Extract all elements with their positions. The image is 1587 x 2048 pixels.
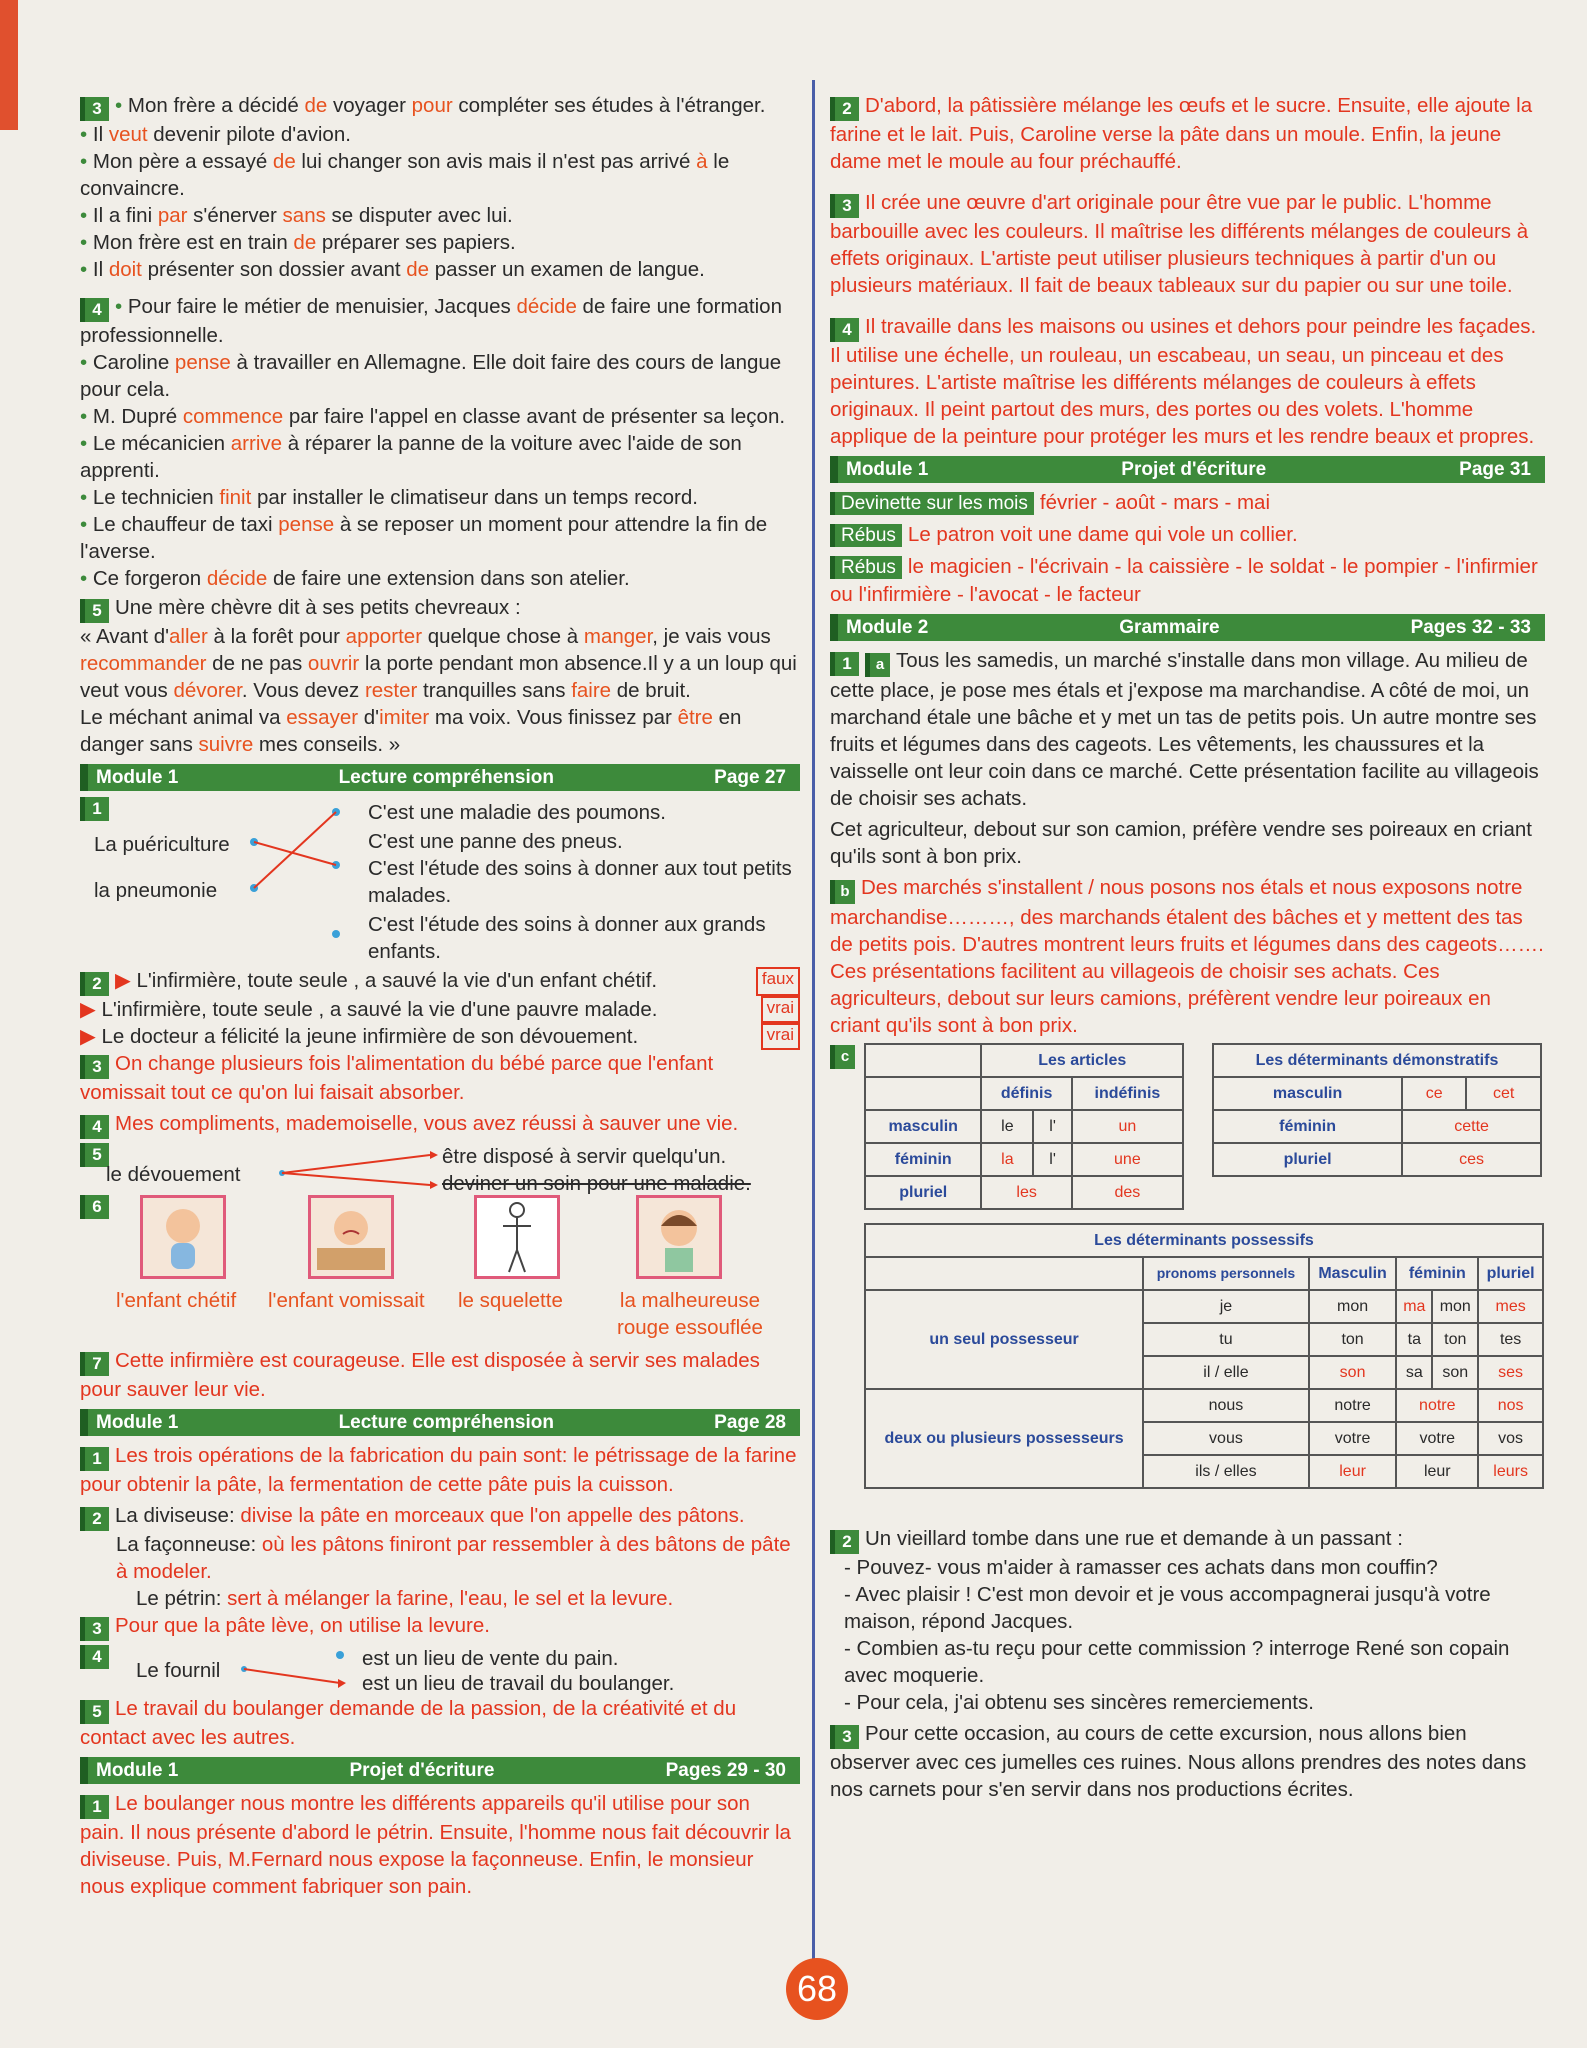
module-title: Lecture compréhension — [338, 767, 554, 788]
p27-exercise-2: 2 ▶ L'infirmière, toute seule , a sauvé la vie d'un enfant chétif. faux ▶ L'infirmière, toute seule , a sauvé la vie d'une pauvre malade. vrai ▶ Le docteur a félicité la jeune infirmière de son dévouement. vrai — [80, 967, 800, 1050]
module-label: Module 1 — [96, 1412, 179, 1433]
highlight-word: finit — [219, 486, 252, 509]
ex4-sentence — [80, 403, 800, 430]
p28-ex3-answer: Pour que la pâte lève, on utilise la levure. — [115, 1614, 490, 1637]
ex5-text — [80, 623, 800, 704]
rebus-answer-2: le magicien - l'écrivain - la caissière - le soldat - le pompier - l'infirmier ou l'infirmière - l'avocat - le facteur — [830, 555, 1538, 606]
caption-3: le squelette — [458, 1289, 563, 1312]
module-header-p27 — [80, 764, 800, 791]
module-page: Pages 32 - 33 — [1410, 617, 1531, 638]
highlight-word: commence — [182, 405, 284, 428]
plain-text: Le mécanicien — [92, 432, 231, 455]
right-column: 2 D'abord, la pâtissière mélange les œufs et le sucre. Ensuite, elle ajoute la farine et le lait. Puis, Caroline verse la pâte dans un moule. Enfin, la jeune dame met le moule au four préchauffé. 3 Il crée une œuvre d'art originale pour être vue par le public. L'homme barbouille avec les couleurs. Il maîtrise les différents mélanges de couleurs à effets originaux. L'artiste peut utiliser plusieurs techniques à partir d'un ou plusieurs matériaux. Il fait de beaux tableaux sur du papier ou sur une toile. 4 Il travaille dans les maisons ou usines et dehors pour peindre les façades. Il utilise une échelle, un rouleau, un escabeau, un seau, un pinceau et des peintures. L'artiste maîtrise les différents mélanges de couleurs à effets originaux. Il peint partout des murs, des portes ou des volets. L'homme applique de la peinture pour protéger les murs et les rendre beaux et propres. Module 1 Projet d'écriture Page 31 Devinette sur les mois février - août - mars - mai Rébus Le patron voit une dame qui vole un collier. Rébus le magicien - l'écrivain - la caissière - le soldat - le pompier - l'infirmier ou l'infirmière - l'avocat - le facteur Module 2 Grammaire Pages 32 - 33 1 a Tous les samedis, un marché s'installe dans mon village. Au milieu de cette place, je pose mes étals et j'expose ma marchandise. A côté de moi, un marchand étale une bâche et y met un tas de petits pois. Un autre montre ses fruits et légumes dans des cageots. Les vêtements, les chaussures et la vaisselle ont leur coin dans ce marché. Cette présentation facilite au villageois de choisir ses achats. Cet agriculteur, debout sur son camion, préfère vendre ses poireaux en criant qu'ils sont à bon prix. b Des marchés s'installent / nous posons nos étals et nous exposons notre marchandise………, des marchands étalent des bâches et y mettent des tas de petits pois. D'autres montrent leurs fruits et légumes dans des cageots……. Ces présentations facilitent au villageois de choisir ses achats. Ces agriculteurs, debout sur leurs camions, préfèrent vendre leur poireaux en criant qu'ils sont à bon prix. c Les articles définis indéfinis masculin le l' un féminin la l' une pluriel les des Les déterminants démonstratifs masculin ce cet féminin cette pluriel ces Les déterminants possessifs pronoms personnels Masculin féminin pluriel un seul possesseur je mon ma mon mes tu ton ta ton tes il / elle son sa son ses deux ou plusieurs possesseurs nous notre notre nos vous votre votre vos ils / elles leur leur leurs 2 Un vieillard tombe dans une rue et demande à un passant : - Pouvez- vous m'aider à ramasser ces achats dans mon couffin? - Avec plaisir ! C'est mon devoir et je vous accompagnerai jusqu'à votre maison, répond Jacques. - Combien as-tu reçu pour cette commission ? interroge René son copain avec moquerie. - Pour cela, j'ai obtenu ses sincères remerciements. 3 Pour cette occasion, au cours de cette excursion, nous allons bien observer avec ces jumelles ces ruines. Nous allons prendres des notes dans nos carnets pour s'en servir dans nos productions écrites. — [830, 94, 1544, 1801]
plain-text: en danger sans — [80, 706, 742, 756]
p29-ex3-answer: Il crée une œuvre d'art originale pour être vue par le public. L'homme barbouille avec les couleurs. Il maîtrise les différents mélanges de couleurs à effets originaux. L'artiste peut utiliser plusieurs techniques à partir d'un ou plusieurs matériaux. Il fait de beaux tableaux sur du papier ou sur une toile. — [830, 191, 1529, 297]
plain-text: Pour faire le métier de menuisier, Jacques — [127, 295, 517, 318]
crying-baby-illustration — [308, 1195, 394, 1279]
fournil-def-1: est un lieu de vente du pain. — [362, 1647, 619, 1670]
ex5-word: le dévouement — [106, 1163, 241, 1186]
poss-cell: ta — [1396, 1323, 1432, 1356]
dem-cell: cet — [1466, 1077, 1541, 1110]
highlight-word: être — [677, 706, 713, 729]
module-header-p32-33 — [830, 614, 1545, 641]
bullet: • — [80, 231, 93, 254]
p27-exercise-5: 5 le dévouement être disposé à servir quelqu'un. deviner un soin pour une maladie. — [80, 1143, 800, 1195]
plain-text: Le chauffeur de taxi — [92, 513, 279, 536]
art-cell: les — [981, 1176, 1071, 1209]
p27-exercise-6: 6 l'enfant chétif l'enfant vomissait le squelette la malheureuse rouge essouflée — [80, 1195, 800, 1347]
poss-cell: ses — [1478, 1356, 1543, 1389]
plain-text: de faire une formation professionnelle. — [80, 295, 782, 347]
plain-text: par installer le climatiseur dans un temps record. — [251, 486, 698, 509]
grammar-1a-text: Tous les samedis, un marché s'installe dans mon village. Au milieu de cette place, je pose mes étals et j'expose ma marchandise. A côté de moi, un marchand étale une bâche et y met un tas de petits pois. Un autre montre ses fruits et légumes dans des cageots. Les vêtements, les chaussures et la vaisselle ont leur coin dans ce marché. Cette présentation facilite au villageois de choisir ses achats. — [830, 649, 1539, 810]
poss-cell: son — [1309, 1356, 1397, 1389]
p28-exercise-2: 2 La diviseuse: divise la pâte en morceaux que l'on appelle des pâtons. La façonneuse: où les pâtons finiront par ressembler à des bâtons de pâte à modeler. Le pétrin: sert à mélanger la farine, l'eau, le sel et la levure. — [80, 1502, 800, 1612]
module-title: Projet d'écriture — [349, 1760, 495, 1781]
poss-cell: son — [1432, 1356, 1478, 1389]
baby-illustration — [140, 1195, 226, 1279]
dialogue-line: - Pour cela, j'ai obtenu ses sincères remerciements. — [844, 1691, 1314, 1714]
plain-text: quelque chose à — [422, 625, 584, 648]
dem-cell: ce — [1402, 1077, 1466, 1110]
poss-cell: notre — [1396, 1389, 1478, 1422]
tf-statement-2: L'infirmière, toute seule , a sauvé la vie d'une pauvre malade. — [101, 998, 658, 1021]
highlight-word: faire — [571, 679, 612, 702]
machine-label-1: La diviseuse: — [115, 1504, 241, 1527]
highlight-word: manger — [583, 625, 653, 648]
plain-text: à se reposer un moment pour attendre la fin de l'averse. — [80, 513, 768, 563]
poss-pronoun: vous — [1143, 1422, 1309, 1455]
p28-ex5-answer: Le travail du boulanger demande de la passion, de la créativité et du contact avec les autres. — [80, 1697, 737, 1749]
module-header-p31 — [830, 456, 1545, 483]
match-left-1: La puériculture — [94, 833, 230, 856]
art-label: pluriel — [865, 1176, 981, 1209]
grammar-exercise-2: 2 Un vieillard tombe dans une rue et demande à un passant : - Pouvez- vous m'aider à ramasser ces achats dans mon couffin? - Avec plaisir ! C'est mon devoir et je vous accompagnerai jusqu'à votre maison, répond Jacques. - Combien as-tu reçu pour cette commission ? interroge René son copain avec moquerie. - Pour cela, j'ai obtenu ses sincères remerciements. — [830, 1525, 1545, 1716]
demonstratifs-title: Les déterminants démonstratifs — [1213, 1044, 1541, 1077]
dialogue-line: - Pouvez- vous m'aider à ramasser ces achats dans mon couffin? — [844, 1556, 1438, 1579]
demonstratifs-table — [1212, 1043, 1542, 1177]
p27-ex4-answer: Mes compliments, mademoiselle, vous avez réussi à sauver une vie. — [115, 1112, 739, 1135]
plain-text: Il — [92, 258, 109, 281]
dialogue-line: Un vieillard tombe dans une rue et demande à un passant : — [865, 1527, 1403, 1550]
plain-text: la porte pendant mon absence.Il y a un loup qui veut vous — [80, 652, 797, 702]
devinette-answer: février - août - mars - mai — [1039, 491, 1271, 514]
art-cell: des — [1072, 1176, 1183, 1209]
skeleton-illustration — [474, 1195, 560, 1279]
machine-text-3: sert à mélanger la farine, l'eau, le sel et la levure. — [227, 1587, 674, 1610]
highlight-word: décide — [516, 295, 577, 318]
bullet: • — [80, 486, 93, 509]
poss-h-pronoms: pronoms personnels — [1143, 1257, 1309, 1290]
module-label: Module 1 — [846, 459, 929, 480]
plain-text: de ne pas — [206, 652, 308, 675]
plain-text: s'énerver — [187, 204, 283, 227]
p29-ex2-answer: D'abord, la pâtissière mélange les œufs et le sucre. Ensuite, elle ajoute la farine et le lait. Puis, Caroline verse la pâte dans un moule. Enfin, la jeune dame met le moule au four préchauffé. — [830, 94, 1533, 173]
dem-label: pluriel — [1213, 1143, 1402, 1176]
machine-label-3: Le pétrin: — [136, 1587, 228, 1610]
bullet: • — [115, 295, 128, 318]
highlight-word: essayer — [286, 706, 359, 729]
plain-text: Mon frère a décidé — [127, 94, 305, 117]
rebus-tag-2: Rébus — [830, 556, 902, 579]
art-cell: l' — [1033, 1110, 1071, 1143]
bullet: • — [80, 567, 93, 590]
fournil-lines — [240, 1645, 350, 1695]
tf-answer-1: faux — [756, 967, 800, 996]
plain-text: M. Dupré — [92, 405, 183, 428]
plain-text: devenir pilote d'avion. — [147, 123, 351, 146]
poss-cell: ton — [1432, 1323, 1478, 1356]
p29-ex4-answer: Il travaille dans les maisons ou usines et dehors pour peindre les façades. Il utilise une échelle, un rouleau, un escabeau, un seau, un pinceau et des peintures. L'artiste maîtrise les différents mélanges de couleurs à effets originaux. Il peint partout des murs, des portes ou des volets. L'homme applique de la peinture pour protéger les murs et les rendre beaux et propres. — [830, 315, 1537, 448]
plain-text: à travailler en Allemagne. Elle doit faire des cours de langue pour cela. — [80, 351, 782, 401]
highlight-word: rester — [364, 679, 418, 702]
highlight-word: décide — [206, 567, 268, 590]
bullet: • — [80, 258, 93, 281]
poss-cell: leur — [1309, 1455, 1397, 1488]
caption-1: l'enfant chétif — [116, 1289, 237, 1312]
poss-cell: sa — [1396, 1356, 1432, 1389]
highlight-word: suivre — [198, 733, 254, 756]
poss-cell: leurs — [1478, 1455, 1543, 1488]
ex4-sentence — [80, 349, 800, 403]
plain-text: de faire une extension dans son atelier. — [267, 567, 630, 590]
ex3-sentence — [80, 121, 800, 148]
plain-text: tranquilles sans — [417, 679, 572, 702]
poss-cell: mon — [1432, 1290, 1478, 1323]
art-cell: l' — [1033, 1143, 1071, 1176]
plain-text: par faire l'appel en classe avant de présenter sa leçon. — [283, 405, 786, 428]
highlight-word: de — [293, 231, 317, 254]
module-page: Page 27 — [714, 767, 786, 788]
art-label: masculin — [865, 1110, 981, 1143]
dem-cell: cette — [1402, 1110, 1541, 1143]
highlight-word: pour — [411, 94, 453, 117]
module-header-p28 — [80, 1409, 800, 1436]
poss-pronoun: tu — [1143, 1323, 1309, 1356]
highlight-word: imiter — [379, 706, 430, 729]
art-cell: un — [1072, 1110, 1183, 1143]
match-right-1: C'est une maladie des poumons. — [368, 801, 666, 824]
poss-cell: vos — [1478, 1422, 1543, 1455]
sick-girl-illustration — [636, 1195, 722, 1279]
rebus-tag-1: Rébus — [830, 524, 902, 547]
p28-exercise-4: 4 Le fournil est un lieu de vente du pain. est un lieu de travail du boulanger. — [80, 1645, 800, 1695]
grammar-1a-text2: Cet agriculteur, debout sur son camion, préfère vendre ses poireaux en criant qu'ils sont à bon prix. — [830, 818, 1532, 868]
module-title: Projet d'écriture — [1121, 459, 1267, 480]
poss-cell: votre — [1309, 1422, 1397, 1455]
caption-2: l'enfant vomissait — [268, 1289, 425, 1312]
ex5-def-1: être disposé à servir quelqu'un. — [442, 1145, 727, 1168]
plain-text: . Vous devez — [241, 679, 365, 702]
highlight-word: pense — [174, 351, 231, 374]
art-cell: une — [1072, 1143, 1183, 1176]
left-column: 3 • Mon frère a décidé de voyager pour compléter ses études à l'étranger. • Il veut devenir pilote d'avion. • Mon père a essayé de lui changer son avis mais il n'est pas arrivé à le convaincre. • Il a fini par s'énerver sans se disputer avec lui. • Mon frère est en train de préparer ses papiers. • Il doit présenter son dossier avant de passer un examen de langue. 4 • Pour faire le métier de menuisier, Jacques décide de faire une formation professionnelle. • Caroline pense à travailler en Allemagne. Elle doit faire des cours de langue pour cela. • M. Dupré commence par faire l'appel en classe avant de présenter sa leçon. • Le mécanicien arrive à réparer la panne de la voiture avec l'aide de son apprenti. • Le technicien finit par installer le climatiseur dans un temps record. • Le chauffeur de taxi pense à se reposer un moment pour attendre la fin de l'averse. • Ce forgeron décide de faire une extension dans son atelier. 5 Une mère chèvre dit à ses petits chevreaux : « Avant d'aller à la forêt pour apporter quelque chose à manger, je vais vous recommander de ne pas ouvrir la porte pendant mon absence.Il y a un loup qui veut vous dévorer. Vous devez rester tranquilles sans faire de bruit. Le méchant animal va essayer d'imiter ma voix. Vous finissez par être en danger sans suivre mes conseils. » Module 1 Lecture compréhension Page 27 1 La puériculture la pneumonie C'est une maladie des poumons. C'est une panne des pneus. C'est l'étude des soins à donner aux tout petits malades. C'est l'étude des soins à donner aux grands enfants. 2 ▶ L'infirmière, toute seule , a sauvé la vie d'un enfant chétif. faux ▶ L'infirmière, toute seule , a sauvé la vie d'une pauvre malade. vrai ▶ Le docteur a félicité la jeune infirmière de son dévouement. vrai 3 On change plusieurs fois l'alimentation du bébé parce que l'enfant vomissait tout ce qu'on lui faisait absorber. 4 Mes compliments, mademoiselle, vous avez réussi à sauver une vie. 5 le dévouement être disposé à servir quelqu'un. deviner un soin pour une maladie. 6 l'enfant chétif l'enfant vomissait le squelette la malheureuse rouge essouflée 7 Cette infirmière est courageuse. Elle est disposée à servir ses malades pour sauver leur vie. Module 1 Lecture compréhension Page 28 1 Les trois opérations de la fabrication du pain sont: le pétrissage de la farine pour obtenir la pâte, la fermentation de cette pâte puis la cuisson. 2 La diviseuse: divise la pâte en morceaux que l'on appelle des pâtons. La façonneuse: où les pâtons finiront par ressembler à des bâtons de pâte à modeler. Le pétrin: sert à mélanger la farine, l'eau, le sel et la levure. 3 Pour que la pâte lève, on utilise la levure. 4 Le fournil est un lieu de vente du pain. est un lieu de travail du boulanger. 5 Le travail du boulanger demande de la passion, de la créativité et du contact avec les autres. Module 1 Projet d'écriture Pages 29 - 30 1 Le boulanger nous montre les différents appareils qu'il utilise pour son pain. Il nous présente d'abord le pétrin. Ensuite, l'homme nous fait découvrir la diviseuse. Puis, M.Fernard nous expose la façonneuse. Enfin, le monsieur nous explique comment fabriquer son pain. — [80, 92, 800, 1904]
dem-cell: ces — [1402, 1143, 1541, 1176]
plain-text: compléter ses études à l'étranger. — [452, 94, 766, 117]
art-cell: la — [981, 1143, 1033, 1176]
bullet: • — [80, 405, 93, 428]
bullet: • — [80, 432, 93, 455]
highlight-word: ouvrir — [307, 652, 360, 675]
poss-cell: mes — [1478, 1290, 1543, 1323]
highlight-word: veut — [108, 123, 148, 146]
rebus-answer-1: Le patron voit une dame qui vole un collier. — [907, 523, 1298, 546]
p27-ex7-answer: Cette infirmière est courageuse. Elle est disposée à servir ses malades pour sauver leur vie. — [80, 1349, 760, 1401]
ex4-sentence — [80, 511, 800, 565]
fournil-def-2: est un lieu de travail du boulanger. — [362, 1672, 675, 1695]
poss-cell: leur — [1396, 1455, 1478, 1488]
plain-text: de bruit. — [611, 679, 691, 702]
match-right-4: C'est l'étude des soins à donner aux grands enfants. — [368, 913, 766, 963]
highlight-word: de — [272, 150, 296, 173]
highlight-word: doit — [108, 258, 142, 281]
module-label: Module 2 — [846, 617, 929, 638]
machine-label-2: La façonneuse: — [116, 1533, 262, 1556]
match-right-2: C'est une panne des pneus. — [368, 830, 623, 853]
plain-text: se disputer avec lui. — [325, 204, 513, 227]
plain-text: Il a fini — [92, 204, 158, 227]
plain-text: à la forêt pour — [207, 625, 346, 648]
poss-pronoun: ils / elles — [1143, 1455, 1309, 1488]
module-page: Page 28 — [714, 1412, 786, 1433]
caption-4: la malheureuse rouge essouflée — [617, 1289, 763, 1339]
highlight-word: aller — [169, 625, 208, 648]
ex5-match-lines — [278, 1143, 438, 1195]
bullet: • — [80, 513, 93, 536]
devinette-tag: Devinette sur les mois — [830, 492, 1034, 515]
plain-text: d' — [358, 706, 380, 729]
plain-text: Le méchant animal va — [80, 706, 287, 729]
highlight-word: pense — [278, 513, 335, 536]
art-cell: le — [981, 1110, 1033, 1143]
highlight-word: dévorer — [173, 679, 242, 702]
exercise-3: 3 • Mon frère a décidé de voyager pour compléter ses études à l'étranger. • Il veut devenir pilote d'avion. • Mon père a essayé de lui changer son avis mais il n'est pas arrivé à le convaincre. • Il a fini par s'énerver sans se disputer avec lui. • Mon frère est en train de préparer ses papiers. • Il doit présenter son dossier avant de passer un examen de langue. — [80, 92, 800, 283]
page-edge-mark — [0, 0, 18, 130]
poss-pronoun: il / elle — [1143, 1356, 1309, 1389]
p27-exercise-1: 1 La puériculture la pneumonie C'est une maladie des poumons. C'est une panne des pneus. C'est l'étude des soins à donner aux tout petits malades. C'est l'étude des soins à donner aux grands enfants. — [80, 797, 800, 967]
articles-title: Les articles — [981, 1044, 1183, 1077]
poss-h-fem: féminin — [1396, 1257, 1478, 1290]
ex3-sentence — [80, 148, 800, 202]
grammar-ex3-text: Pour cette occasion, au cours de cette excursion, nous allons bien observer avec ces jumelles ces ruines. Nous allons prendres des notes dans nos carnets pour s'en servir dans nos productions écrites. — [830, 1722, 1527, 1801]
ex3-sentence — [80, 229, 800, 256]
dem-label: féminin — [1213, 1110, 1402, 1143]
exercise-5: 5 Une mère chèvre dit à ses petits chevreaux : « Avant d'aller à la forêt pour apporter quelque chose à manger, je vais vous recommander de ne pas ouvrir la porte pendant mon absence.Il y a un loup qui veut vous dévorer. Vous devez rester tranquilles sans faire de bruit. Le méchant animal va essayer d'imiter ma voix. Vous finissez par être en danger sans suivre mes conseils. » — [80, 594, 800, 758]
tf-statement-3: Le docteur a félicité la jeune infirmière de son dévouement. — [101, 1025, 639, 1048]
highlight-word: de — [304, 94, 328, 117]
plain-text: Il — [92, 123, 109, 146]
poss-cell: mon — [1309, 1290, 1397, 1323]
poss-group-2: deux ou plusieurs possesseurs — [865, 1389, 1143, 1488]
highlight-word: par — [157, 204, 188, 227]
possessifs-title: Les déterminants possessifs — [865, 1224, 1543, 1257]
articles-h-definis: définis — [981, 1077, 1071, 1110]
module-title: Lecture compréhension — [338, 1412, 554, 1433]
bullet: • — [80, 204, 93, 227]
tf-answer-3: vrai — [761, 1023, 800, 1050]
art-label: féminin — [865, 1143, 981, 1176]
grammar-1b-answer: Des marchés s'installent / nous posons nos étals et nous exposons notre marchandise………, des marchands étalent des bâches et y mettent des tas de petits pois. D'autres montrent leurs fruits et légumes dans des cageots……. Ces présentations facilitent au villageois de choisir ses achats. Ces agriculteurs, debout sur leurs camions, préfèrent vendre leur poireaux en criant qu'ils sont à bon prix. — [830, 876, 1544, 1037]
poss-group-1: un seul possesseur — [865, 1290, 1143, 1389]
grammar-1c-tables: c Les articles définis indéfinis masculin le l' un féminin la l' une pluriel les des Les déterminants démonstratifs masculin ce cet féminin cette pluriel ces Les déterminants possessifs pronoms personnels Masculin féminin pluriel un seul possesseur je mon ma mon mes tu ton ta ton tes il / elle son sa son ses deux ou plusieurs possesseurs nous notre notre nos vous votre votre vos ils / elles leur leur leurs — [830, 1043, 1545, 1525]
dem-label: masculin — [1213, 1077, 1402, 1110]
plain-text: à réparer la panne de la voiture avec l'aide de son apprenti. — [80, 432, 742, 482]
module-header-p29-30 — [80, 1757, 800, 1784]
p27-ex3-answer: On change plusieurs fois l'alimentation du bébé parce que l'enfant vomissait tout ce qu'on lui faisait absorber. — [80, 1052, 714, 1104]
plain-text: ma voix. Vous finissez par — [429, 706, 678, 729]
ex3-sentence — [80, 256, 800, 283]
poss-cell: votre — [1396, 1422, 1478, 1455]
poss-pronoun: nous — [1143, 1389, 1309, 1422]
plain-text: Mon frère est en train — [92, 231, 294, 254]
plain-text: Le technicien — [92, 486, 220, 509]
possessifs-table — [864, 1223, 1544, 1489]
poss-cell: notre — [1309, 1389, 1397, 1422]
poss-pronoun: je — [1143, 1290, 1309, 1323]
bullet: • — [80, 351, 93, 374]
match-left-2: la pneumonie — [94, 879, 218, 902]
bullet: • — [80, 150, 93, 173]
bullet: • — [115, 94, 128, 117]
plain-text: mes conseils. » — [253, 733, 401, 756]
tf-statement-1: L'infirmière, toute seule , a sauvé la vie d'un enfant chétif. — [136, 969, 658, 992]
module-label: Module 1 — [96, 767, 179, 788]
plain-text: Ce forgeron — [92, 567, 207, 590]
poss-cell: nos — [1478, 1389, 1543, 1422]
plain-text: passer un examen de langue. — [429, 258, 705, 281]
plain-text: le convaincre. — [80, 150, 730, 200]
articles-table — [864, 1043, 1184, 1210]
dialogue-line: - Avec plaisir ! C'est mon devoir et je vous accompagnerai jusqu'à votre maison, répond Jacques. — [844, 1583, 1491, 1633]
plain-text: Caroline — [92, 351, 175, 374]
ex5-text2 — [80, 704, 800, 758]
module-label: Module 1 — [96, 1760, 179, 1781]
bullet: • — [80, 123, 93, 146]
poss-h-masc: Masculin — [1309, 1257, 1397, 1290]
exercise-4: 4 • Pour faire le métier de menuisier, Jacques décide de faire une formation professionnelle. • Caroline pense à travailler en Allemagne. Elle doit faire des cours de langue pour cela. • M. Dupré commence par faire l'appel en classe avant de présenter sa leçon. • Le mécanicien arrive à réparer la panne de la voiture avec l'aide de son apprenti. • Le technicien finit par installer le climatiseur dans un temps record. • Le chauffeur de taxi pense à se reposer un moment pour attendre la fin de l'averse. • Ce forgeron décide de faire une extension dans son atelier. — [80, 293, 800, 592]
p28-ex1-answer: Les trois opérations de la fabrication du pain sont: le pétrissage de la farine pour obtenir la pâte, la fermentation de cette pâte puis la cuisson. — [80, 1444, 797, 1496]
plain-text: voyager — [327, 94, 412, 117]
poss-h-plur: pluriel — [1478, 1257, 1543, 1290]
machine-text-2: où les pâtons finiront par ressembler à des bâtons de pâte à modeler. — [116, 1533, 791, 1583]
highlight-word: recommander — [80, 652, 207, 675]
fournil-word: Le fournil — [136, 1659, 221, 1682]
tf-answer-2: vrai — [761, 996, 800, 1023]
match-right-3: C'est l'étude des soins à donner aux tout petits malades. — [368, 857, 792, 907]
plain-text: préparer ses papiers. — [316, 231, 516, 254]
highlight-word: de — [406, 258, 430, 281]
poss-cell: tes — [1478, 1323, 1543, 1356]
machine-text-1: divise la pâte en morceaux que l'on appelle des pâtons. — [240, 1504, 745, 1527]
page-number: 68 — [786, 1958, 848, 2020]
module-title: Grammaire — [1119, 617, 1220, 638]
ex3-sentence — [80, 202, 800, 229]
poss-cell: ton — [1309, 1323, 1397, 1356]
poss-cell: ma — [1396, 1290, 1432, 1323]
module-page: Pages 29 - 30 — [665, 1760, 786, 1781]
match-lines — [250, 797, 350, 967]
ex4-sentence — [80, 430, 800, 484]
plain-text: , je vais vous — [652, 625, 771, 648]
plain-text: lui changer son avis mais il n'est pas arrivé — [295, 150, 697, 173]
ex5-intro: Une mère chèvre dit à ses petits chevreaux : — [115, 596, 521, 619]
module-page: Page 31 — [1459, 459, 1531, 480]
ex4-sentence — [80, 565, 800, 592]
ex5-def-2: deviner un soin pour une maladie. — [442, 1172, 751, 1195]
plain-text: Mon père a essayé — [92, 150, 273, 173]
articles-h-indefinis: indéfinis — [1072, 1077, 1183, 1110]
highlight-word: à — [696, 150, 708, 173]
column-divider — [812, 80, 815, 1970]
plain-text: « Avant d' — [80, 625, 170, 648]
highlight-word: sans — [282, 204, 326, 227]
highlight-word: apporter — [345, 625, 423, 648]
plain-text: présenter son dossier avant — [141, 258, 407, 281]
ex4-sentence — [80, 484, 800, 511]
p29-ex1-answer: Le boulanger nous montre les différents appareils qu'il utilise pour son pain. Il nous présente d'abord le pétrin. Ensuite, l'homme nous fait découvrir la diviseuse. Puis, M.Fernard nous expose la façonneuse. Enfin, le monsieur nous explique comment fabriquer son pain. — [80, 1792, 791, 1898]
highlight-word: arrive — [230, 432, 283, 455]
dialogue-line: - Combien as-tu reçu pour cette commission ? interroge René son copain avec moquerie. — [844, 1637, 1510, 1687]
